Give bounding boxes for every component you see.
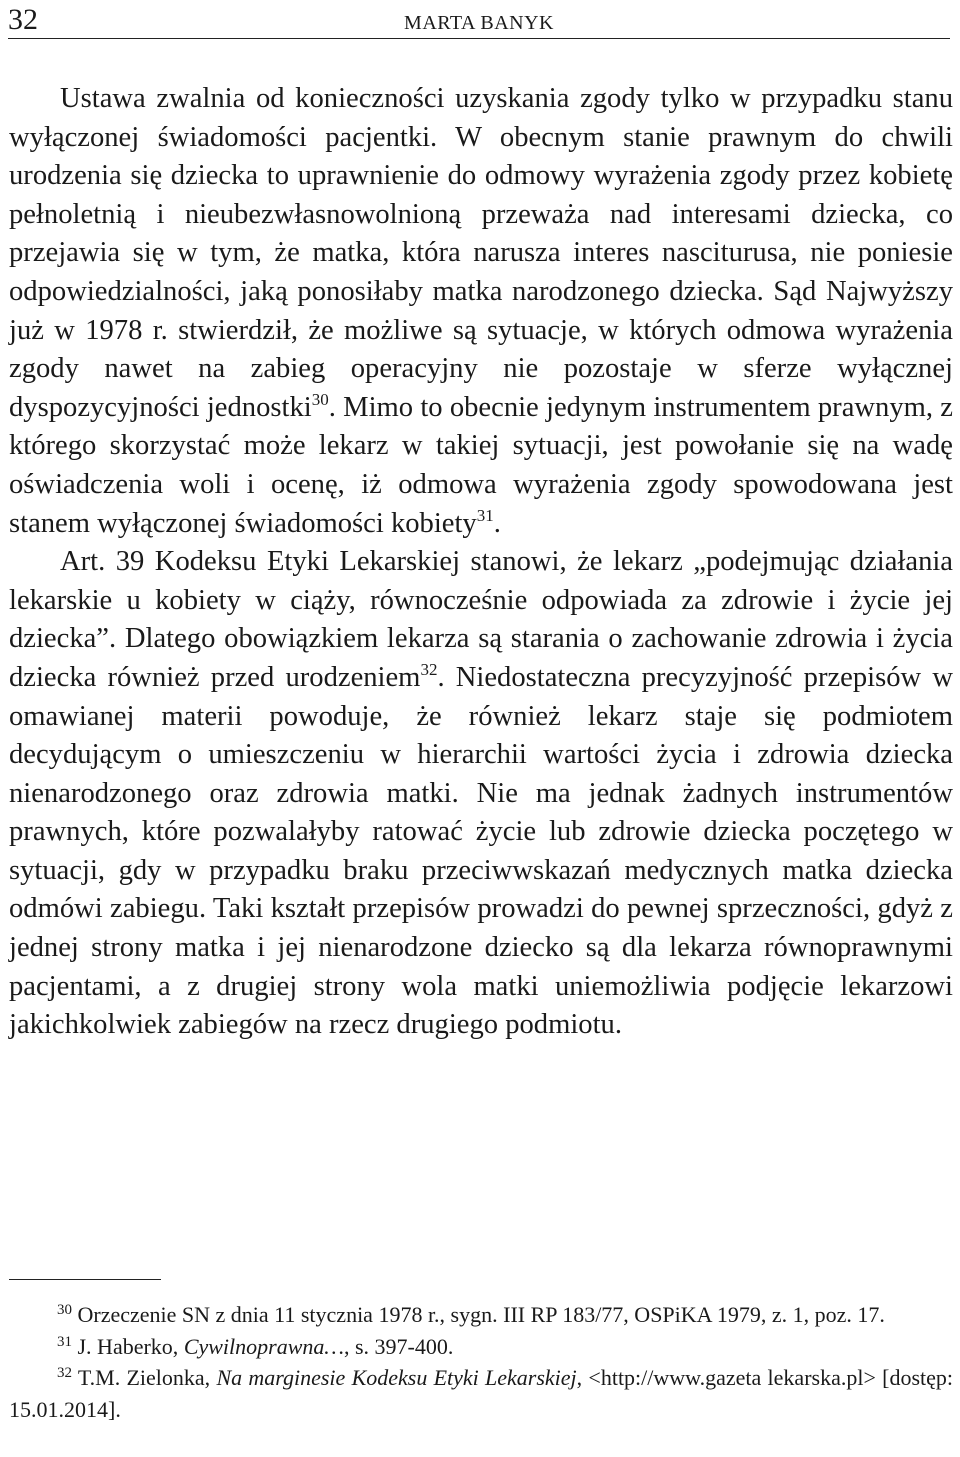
page-number: 32: [8, 3, 38, 36]
footnote-ref-30[interactable]: 30: [311, 389, 329, 409]
paragraph-2-part-1: Art. 39 Kodeksu Etyki Lekarskiej stanowi, że lekarz „podejmując działania lekarskie u kobiety w ciąży, równocześnie odpowiada za zdrowie i życie jej dziecka”. Dlatego obowiązkiem lekarza są starania o zachowanie zdrowia i życia dziecka również przed urodzeniem: [9, 546, 953, 693]
paragraph-2: [9, 543, 953, 1045]
footnote-number: 32: [57, 1365, 72, 1381]
footnote-source: , <http://www.gazeta lekarska.pl> [dostęp: 15.01.2014].: [9, 1365, 953, 1422]
main-text: [9, 80, 953, 1045]
footnote-title: Na marginesie Kodeksu Etyki Lekarskiej: [216, 1365, 577, 1390]
footnote-author: J. Haberko,: [77, 1333, 184, 1359]
page-header: [8, 4, 950, 39]
footnote-31: [9, 1331, 953, 1363]
footnote-title: Cywilnoprawna…: [183, 1333, 344, 1359]
footnote-separator: [9, 1279, 161, 1280]
footnote-number: 31: [57, 1333, 72, 1350]
paragraph-1-part-3: .: [493, 507, 501, 539]
paragraph-1-part-2: . Mimo to obecnie jedynym instrumentem prawnym, z którego skorzystać może lekarz w takiej sytuacji, jest powołanie się na wadę oświadczenia woli i ocenę, iż odmowa wyrażenia zgody spowodowana jest stanem wyłączonej świadomości kobiety: [9, 391, 953, 539]
running-head: MARTA BANYK: [404, 12, 554, 34]
paragraph-1: [9, 80, 953, 543]
footnotes: [9, 1299, 953, 1425]
footnote-32: [9, 1362, 953, 1425]
footnote-ref-31[interactable]: 31: [476, 505, 494, 525]
paragraph-1-part-1: Ustawa zwalnia od konieczności uzyskania zgody tylko w przypadku stanu wyłączonej świadomości pacjentki. W obecnym stanie prawnym do chwili urodzenia się dziecka to uprawnienie do odmowy wyrażenia zgody przez kobietę pełnoletnią i nieubezwłasnowolnioną przeważa nad interesami dziecka, co przejawia się w tym, że matka, która narusza interes nasciturusa, nie poniesie odpowiedzialności, jaką ponosiłaby matka narodzonego dziecka. Sąd Najwyższy już w 1978 r. stwierdził, że możliwe są sytuacje, w których odmowa wyrażenia zgody nawet na zabieg operacyjny nie pozostaje w sferze wyłącznej dyspozycyjności jednostki: [9, 83, 953, 423]
paragraph-2-part-2: . Niedostateczna precyzyjność przepisów w omawianej materii powoduje, że również lekarz staje się podmiotem decydującym o umieszczeniu w hierarchii wartości życia i zdrowia dziecka nienarodzonego oraz zdrowia matki. Nie ma jednak żadnych instrumentów prawnych, które pozwalałyby ratować życie lub zdrowie dziecka poczętego w sytuacji, gdy w przypadku braku przeciwwskazań medycznych matka dziecka odmówi zabiegu. Taki kształt przepisów prowadzi do pewnej sprzeczności, gdyż z jednej strony matka i jej nienarodzone dziecko są dla lekarza równoprawnymi pacjentami, a z drugiej strony wola matki uniemożliwia podjęcie lekarzowi jakichkolwiek zabiegów na rzecz drugiego podmiotu.: [9, 661, 953, 1041]
footnote-number: 30: [57, 1302, 72, 1318]
footnote-author: T.M. Zielonka,: [77, 1365, 217, 1390]
footnote-pages: , s. 397-400.: [343, 1333, 454, 1359]
footnote-30: [9, 1299, 953, 1331]
footnote-ref-32[interactable]: 32: [420, 659, 438, 679]
footnote-text: Orzeczenie SN z dnia 11 stycznia 1978 r., sygn. III RP 183/77, OSPiKA 1979, z. 1, poz. 17.: [77, 1302, 885, 1327]
